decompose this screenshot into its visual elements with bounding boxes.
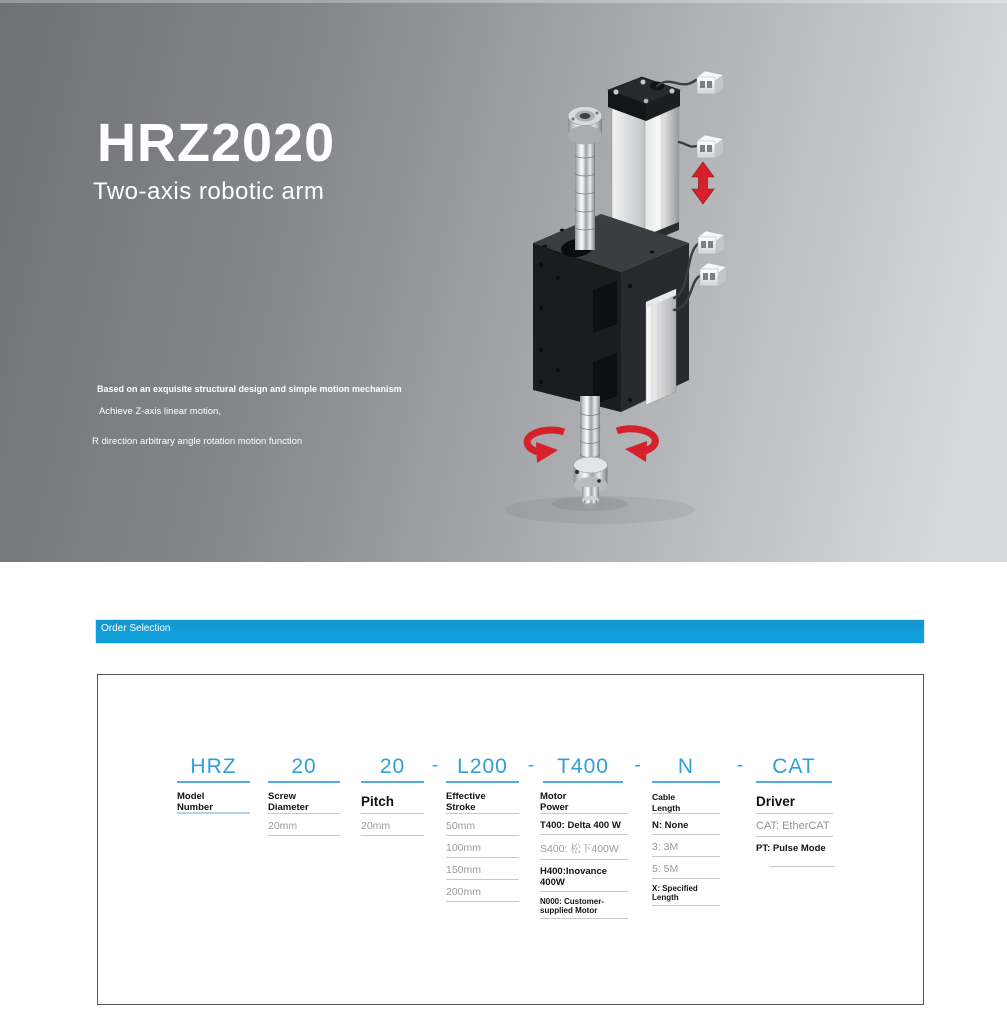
page-title: HRZ2020: [97, 113, 336, 173]
option: 20mm: [361, 814, 424, 836]
code-motor: T400: [543, 755, 623, 783]
connector-3: [698, 231, 724, 254]
column-label: Screw Diameter: [268, 792, 340, 814]
column-screw-diameter: [268, 792, 340, 836]
code-pitch: 20: [361, 755, 424, 783]
order-selection-title: Order Selection: [101, 623, 171, 634]
column-label: Cable Length: [652, 792, 720, 814]
option: 5: 5M: [652, 857, 720, 879]
code-separator-4: -: [736, 755, 744, 776]
column-label: Motor Power: [540, 792, 628, 814]
column-motor-power: [540, 792, 628, 919]
rotation-arrow-right: [617, 429, 655, 462]
code-stroke: L200: [446, 755, 519, 783]
column-effective-stroke: [446, 792, 519, 902]
hero-description-line-3: R direction arbitrary angle rotation motion function: [92, 436, 303, 447]
connector-1: [697, 71, 723, 94]
code-cable: N: [652, 755, 720, 783]
option: 50mm: [446, 814, 519, 836]
option: CAT: EtherCAT: [756, 814, 833, 837]
option: 20mm: [268, 814, 340, 836]
option: S400: 松下400W: [540, 835, 628, 860]
column-label: Model Number: [177, 792, 250, 814]
connector-4: [700, 263, 726, 286]
option: PT: Pulse Mode: [756, 843, 826, 854]
code-model: HRZ: [177, 755, 250, 783]
motor: [608, 77, 680, 244]
order-selection-header: [96, 620, 924, 643]
code-screw: 20: [268, 755, 340, 783]
column-cable-length: [652, 792, 720, 906]
option: N: None: [652, 814, 720, 835]
column-driver: [756, 792, 833, 867]
column-model-number: [177, 792, 250, 814]
page-subtitle: Two-axis robotic arm: [93, 178, 325, 205]
option: H400:Inovance 400W: [540, 860, 628, 892]
r-axis-rotation-shaft: [574, 396, 608, 509]
hero-description-line-2: Achieve Z-axis linear motion,: [99, 406, 221, 417]
column-pitch: [361, 792, 424, 836]
connector-2: [697, 135, 723, 158]
hero-top-highlight: [0, 0, 1007, 3]
code-separator-1: -: [431, 755, 439, 776]
option: 200mm: [446, 880, 519, 902]
code-separator-3: -: [634, 755, 641, 776]
option: X: Specified Length: [652, 879, 720, 906]
hero-description-line-1: Based on an exquisite structural design and simple motion mechanism: [97, 384, 402, 394]
option: 100mm: [446, 836, 519, 858]
linear-motion-arrow: [692, 162, 714, 204]
option: 3: 3M: [652, 835, 720, 857]
column-label: Effective Stroke: [446, 792, 519, 814]
main-body-block: [533, 214, 689, 412]
code-separator-2: -: [527, 755, 535, 776]
option: T400: Delta 400 W: [540, 814, 628, 835]
code-driver: CAT: [756, 755, 832, 783]
floor-shadow: [505, 496, 695, 524]
column-label: Driver: [756, 792, 833, 814]
rotation-arrow-left: [527, 430, 564, 463]
product-render: [500, 40, 800, 560]
option: 150mm: [446, 858, 519, 880]
column-label: Pitch: [361, 792, 424, 814]
option: N000: Customer-supplied Motor: [540, 892, 628, 919]
driver-underline: [770, 857, 835, 867]
